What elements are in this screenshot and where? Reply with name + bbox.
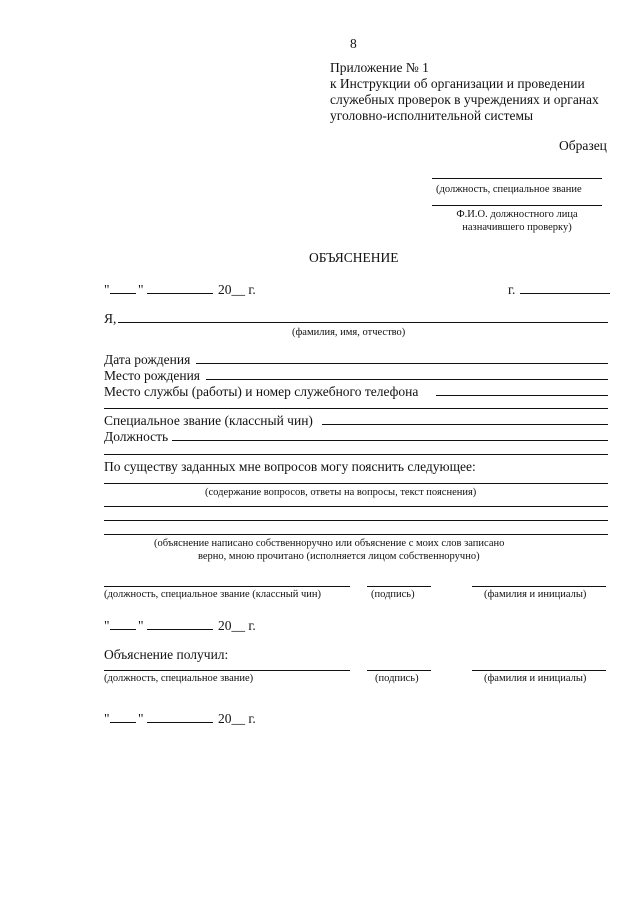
position-label: Должность <box>104 429 169 444</box>
special-rank-label: Специальное звание (классный чин) <box>104 413 313 428</box>
document-title: ОБЪЯСНЕНИЕ <box>309 250 399 265</box>
date-year: 20__ г. <box>218 282 256 297</box>
approver-fio-caption-2: назначившего проверку) <box>462 222 572 233</box>
explanation-note-2: верно, мною прочитано (исполняется лицом собственноручно) <box>198 551 480 562</box>
date-month-line <box>147 293 213 294</box>
sign1-signature-line <box>367 586 431 587</box>
birth-date-label: Дата рождения <box>104 352 191 367</box>
date-quote-close: " <box>138 282 144 297</box>
explanation-line-1 <box>104 483 608 484</box>
appendix-line-1: Приложение № 1 <box>330 60 429 75</box>
sign1-position-line <box>104 586 350 587</box>
birth-date-line <box>196 363 608 364</box>
explanation-content-caption: (содержание вопросов, ответы на вопросы, текст пояснения) <box>205 487 477 498</box>
received-date-year: 20__ г. <box>218 711 256 726</box>
fio-line <box>118 322 608 323</box>
special-rank-line <box>322 424 608 425</box>
sign1-name-line <box>472 586 606 587</box>
appendix-line-3: служебных проверок в учреждениях и органах <box>330 92 599 107</box>
city-line <box>520 293 610 294</box>
explanation-intro: По существу заданных мне вопросов могу пояснить следующее: <box>104 459 476 474</box>
sign1-name-caption: (фамилия и инициалы) <box>484 589 587 600</box>
received-date-day-line <box>110 722 136 723</box>
date-day-line <box>110 293 136 294</box>
explanation-line-2 <box>104 506 608 507</box>
received-name-line <box>472 670 606 671</box>
fio-caption: (фамилия, имя, отчество) <box>292 327 406 338</box>
explanation-line-4 <box>104 534 608 535</box>
sign1-date-quote-close: " <box>138 618 144 633</box>
sign1-date-month-line <box>147 629 213 630</box>
service-place-label: Место службы (работы) и номер служебного телефона <box>104 384 419 399</box>
position-line <box>172 440 608 441</box>
sign1-date-year: 20__ г. <box>218 618 256 633</box>
birth-place-label: Место рождения <box>104 368 201 383</box>
date-quote-open: " <box>104 282 110 297</box>
position-line-2 <box>104 454 608 455</box>
sample-label: Образец <box>559 138 607 153</box>
received-date-quote-close: " <box>138 711 144 726</box>
received-date-quote-open: " <box>104 711 110 726</box>
appendix-line-4: уголовно-исполнительной системы <box>330 108 534 123</box>
city-label: г. <box>508 282 516 297</box>
sign1-signature-caption: (подпись) <box>371 589 415 600</box>
received-name-caption: (фамилия и инициалы) <box>484 673 587 684</box>
received-position-line <box>104 670 350 671</box>
appendix-line-2: к Инструкции об организации и проведении <box>330 76 585 91</box>
explanation-note-1: (объяснение написано собственноручно или объяснение с моих слов записано <box>154 538 505 549</box>
page-number: 8 <box>350 36 357 51</box>
received-date-month-line <box>147 722 213 723</box>
service-place-line <box>436 395 608 396</box>
birth-place-line <box>206 379 608 380</box>
approver-fio-caption-1: Ф.И.О. должностного лица <box>456 209 578 220</box>
sign1-date-day-line <box>110 629 136 630</box>
received-label: Объяснение получил: <box>104 647 229 662</box>
approver-position-line <box>432 178 602 179</box>
received-signature-caption: (подпись) <box>375 673 419 684</box>
explanation-line-3 <box>104 520 608 521</box>
approver-fio-line <box>432 205 602 206</box>
service-place-line-2 <box>104 408 608 409</box>
ya-label: Я, <box>104 311 117 326</box>
approver-position-caption: (должность, специальное звание <box>436 184 582 195</box>
sign1-position-caption: (должность, специальное звание (классный чин) <box>104 589 322 600</box>
sign1-date-quote-open: " <box>104 618 110 633</box>
received-position-caption: (должность, специальное звание) <box>104 673 254 684</box>
received-signature-line <box>367 670 431 671</box>
